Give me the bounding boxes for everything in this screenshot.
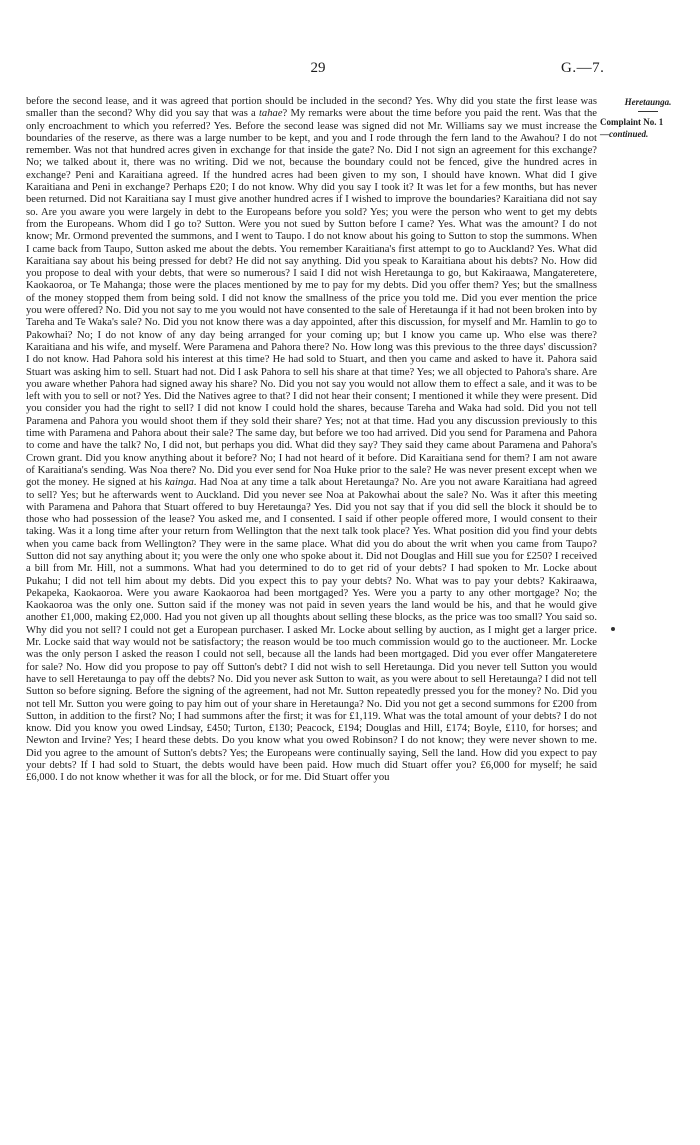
margin-rule [638,111,658,112]
text-segment-italic: tahae [258,108,283,120]
document-reference: G.—7. [561,60,605,76]
page-number: 29 [310,60,326,76]
body-paragraph [26,96,597,785]
margin-note [600,96,696,140]
text-segment-italic: kainga [164,477,194,489]
text-segment: . Had Noa at any time a talk about Heretaunga? No. Are you not aware Karaitiana had agreed to sell? Yes; but he afterwards went to Auckland. Did you never see Noa at Pakowhai about the sale? No. Was it after this meeting with Paramena and Pahora that Stuart offered to buy Heretaunga? Yes. Did you not say that if you did sell the block it should be to those who had possession of the lease? You asked me, and I consented. I said if other people offered more, I would consent to their taking. Was it a long time after your return from Wellington that the next talk took place? Yes. What position did you find your debts when you came back from Wellington? They were in the same place. What did you do about the writ when you came from Taupo? Sutton did not say anything about it; you were the only one who spoke about it. Did not Douglas and Hill sue you for £250? I received a bill from Mr. Hill, not a summons. What had you determined to do to get rid of your debts? I had spoken to Mr. Locke about Pukahu; I did not tell him about my debts. Did you expect this to pay your debts? No. What was to pay your debts? Kakiraawa, Pekapeka, Kaokaoroa. Were you aware Kaokaoroa had been mortgaged? Yes. Were you a party to any other mortgage? No; the Kaokaoroa was the only one. Sutton said if the money was not paid in seven years the land would be his, and that he would give another £1,000, making £2,000. Had you not given up all thoughts about selling these blocks, as the price was too small? You said so. Why did you not sell? I could not get a European purchaser. I asked Mr. Locke about selling by auction, as I might get a larger price. Mr. Locke said that way would not be satisfactory; the reason would be too much commission would go to the auctioneer. Mr. Locke was the only person I asked the reason I could not sell, because all the lands had been mortgaged. Did you ever offer Mangateretere for sale? No. How did you propose to pay off Sutton's debt? I did not wish to sell Heretaunga. Did you never tell Sutton you would have to sell Heretaunga to pay off the debts? No. Did you never ask Sutton to wait, as you were about to sell Heretaunga? I did not tell Sutton so before signing. Before the signing of the agreement, had not Mr. Sutton repeatedly pressed you for the money? No. Did you not tell Mr. Sutton you were going to pay him out of your share in Heretaunga? No. Did you not get a second summons for £200 from Sutton, in addition to the first? No; I had summons after the first; it was for £1,119. What was the total amount of your debts? I do not know. Did you know you owed Lindsay, £450; Turton, £130; Peacock, £194; Douglas and Hill, £174; Boyle, £110, for horses; and Newton and Irvine? Yes; I heard these debts. Do you know what you owed Robinson? I do not know; they were never shown to me. Did you agree to the amount of Sutton's debts? Yes; the Europeans were continually saying, Sell the land. How did you expect to pay your debts? If I had sold to Stuart, the debts would have been paid. How much did Stuart offer you? £6,000 for myself; he said £6,000. I do not know whether it was for all the block, or for me. Did Stuart offer you [26,477,597,784]
stray-mark [611,627,615,631]
margin-continued-label: —continued. [600,129,649,139]
margin-place-name: Heretaunga. [624,97,672,107]
margin-complaint-label: Complaint No. 1 [600,117,664,127]
body-text [26,96,597,785]
text-segment: before the second lease, and it was agreed that portion should be included in the second? Yes. Why did you state the first lease was smaller than the second? Why did you say that was a [26,96,597,120]
text-segment: ? My remarks were about the time before you paid the rent. Was that the only encroachment to which you referred? Yes. Before the second lease was signed did not Mr. Williams say we must increase the boundaries of the reserve, as there was a large number to be kept, and you and I rode through the fern land to the Awahou? I do not remember. Was not that hundred acres given in exchange for that inside the gate? No. Did I not sign an agreement for this exchange? No; we talked about it, there was no writing. Did we not, because the boundary could not be fenced, give the hundred acres in exchange? Peni and Karaitiana agreed. If the hundred acres had been given to my son, I should have known. What did I give Karaitiana and Peni in exchange? Perhaps £20; I do not know. Why did you say I took it? It was let for a few months, but has never been returned. Did not Karaitiana say I must give another hundred acres if I wished to improve the boundaries? Karaitiana did not say so. Are you aware you were largely in debt to the Europeans before you sold? Yes; you were the person who went to get my debts from the Europeans. Whom did I go to? Sutton. Were you not sued by Sutton before I came? Yes. What was the amount? I do not know; Mr. Ormond prevented the summons, and I went to Taupo. I do not know about his going to Sutton to stop the summons. When I came back from Taupo, Sutton asked me about the debts. You remember Karaitiana's first attempt to go to Auckland? Yes. What did Karaitiana say about his being pressed for debt? He did not say anything. Did you speak to Karaitiana about his debts? No. How did you propose to deal with your debts, that were so numerous? I said I did not wish Heretaunga to go, but Kakiraawa, Mangateretere, Kaokaoroa, or Te Mahanga; those were the places mentioned by me to pay for my debts. Did you offer them? Yes; but the smallness of the money stopped them from being sold. I did not know the smallness of the price you told me. Did you ever mention the price you were offered? No. Did you not say to me you would not have consented to the sale of Heretaunga if it had not been broken into by Tareha and Te Waka's sale? No. Did you not know there was a day appointed, after this discussion, for myself and Mr. Hamlin to go to Pakowhai? No; I do not know of any day being arranged for your coming up; but I know you came up. Who else was there? Karaitiana and his wife, and myself. Were Paramena and Pahora there? No. How long was this previous to the three days' discussion? I do not know. Had Pahora sold his interest at this time? He had sold to Stuart, and then you came and asked to have it. Pahora said Stuart was asking him to sell. Stuart had not. Did I ask Pahora to sell his share at that time? Yes; we all objected to Pahora's share. Are you aware whether Pahora had signed away his share? No. Did you not say you would not allow them to effect a sale, and it was to be left with you to sell or not? Yes. Did the Natives agree to that? I did not hear their consent; I mentioned it while they were present. Did you consider you had the right to sell? I did not know I could hold the shares, because Tareha and Waka had sold. Did you not tell Paramena and Pahora you would shoot them if they sold their share? Yes; not at that time. Had you any discussion previously to this time with Paramena and Pahora about their sale? The same day, but before we too had arrived. Did you send for Paramena and Pahora to come and have the talk? No, I did not, but perhaps you did. What did they say? They said they came about Paramena and Pahora's Crown grant. Did you know anything about it before? No; I had not heard of it before. Did Karaitiana send for them? I am not aware of Karaitiana's sending. Was Noa there? No. Did you ever send for Noa Huke prior to the sale? He was never present except when we got the money. He signed at his [26,108,597,489]
